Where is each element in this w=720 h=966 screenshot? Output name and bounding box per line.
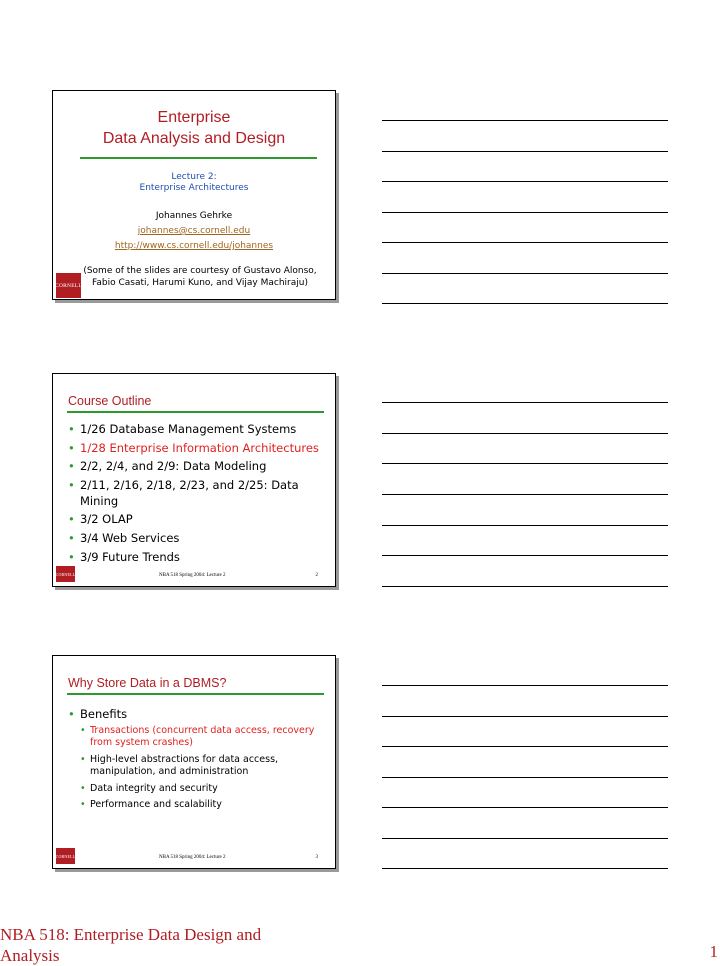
cornell-logo: CORNELL xyxy=(56,566,75,582)
slide-1 xyxy=(52,90,336,300)
list-item xyxy=(68,530,321,546)
bullet-icon: • xyxy=(68,549,75,564)
list-item xyxy=(68,511,321,527)
page-footer-line-1: NBA 518: Enterprise Data Design and xyxy=(0,925,262,944)
sub-list-item-highlight xyxy=(80,725,321,750)
note-line xyxy=(382,494,668,495)
credit-note xyxy=(83,265,317,289)
list-item-text: 3/9 Future Trends xyxy=(80,549,180,564)
slide-3-title: Why Store Data in a DBMS? xyxy=(68,676,227,690)
list-item-text: 3/2 OLAP xyxy=(80,512,133,527)
author-email-link[interactable]: johannes@cs.cornell.edu xyxy=(137,226,251,236)
slide-3 xyxy=(52,655,336,869)
list-item-text: 3/4 Web Services xyxy=(80,530,180,545)
lecture-subtitle xyxy=(53,172,335,194)
author-url-link[interactable]: http://www.cs.cornell.edu/johannes xyxy=(114,241,274,251)
list-item-text: 1/26 Database Management Systems xyxy=(80,422,297,436)
bullet-icon: • xyxy=(68,440,75,455)
note-line xyxy=(382,463,668,464)
title-line-1: Enterprise xyxy=(157,109,231,126)
note-line xyxy=(382,273,668,274)
credit-line-1: (Some of the slides are courtesy of Gustavo Alonso, xyxy=(83,266,317,276)
sub-list-item-text: Transactions (concurrent data access, recovery from system crashes) xyxy=(90,724,315,749)
note-line xyxy=(382,716,668,717)
title-rule xyxy=(67,411,324,413)
note-line xyxy=(382,838,668,839)
bullet-icon: • xyxy=(68,530,75,545)
slide-2 xyxy=(52,373,336,587)
bullet-icon: • xyxy=(80,724,86,736)
note-line xyxy=(382,181,668,182)
note-line xyxy=(382,242,668,243)
lecture-topic: Enterprise Architectures xyxy=(139,183,249,193)
note-line xyxy=(382,868,668,869)
slide-number: 3 xyxy=(315,855,318,860)
sub-list-item xyxy=(80,783,321,796)
note-line xyxy=(382,586,668,587)
list-item xyxy=(68,477,321,509)
credit-line-2: Fabio Casati, Harumi Kuno, and Vijay Machiraju) xyxy=(92,278,308,288)
bullet-icon: • xyxy=(80,782,86,794)
sub-list-item xyxy=(80,799,321,812)
bullet-icon: • xyxy=(80,799,86,811)
slide-number: 2 xyxy=(315,573,318,578)
note-line xyxy=(382,807,668,808)
slide-footer: NBA 518 Spring 2004: Lecture 2 xyxy=(159,855,226,860)
bullet-icon: • xyxy=(68,512,75,527)
note-line xyxy=(382,303,668,304)
list-item xyxy=(68,549,321,565)
slide-footer: NBA 518 Spring 2004: Lecture 2 xyxy=(159,573,226,578)
list-item-text: 2/11, 2/16, 2/18, 2/23, and 2/25: Data Mining xyxy=(80,477,299,508)
lecture-number: Lecture 2: xyxy=(171,172,217,182)
bullet-icon: • xyxy=(68,707,75,721)
author-name: Johannes Gehrke xyxy=(155,211,233,221)
slide-1-title xyxy=(53,107,335,149)
note-line xyxy=(382,433,668,434)
course-outline-list xyxy=(68,421,321,567)
bullet-icon: • xyxy=(68,422,75,436)
list-item-text: Benefits xyxy=(80,707,128,721)
bullet-icon: • xyxy=(80,753,86,765)
list-item-current xyxy=(68,440,321,456)
benefits-list xyxy=(68,706,321,816)
note-line xyxy=(382,402,668,403)
cornell-logo: CORNELL xyxy=(56,848,75,864)
sub-list-item xyxy=(80,754,321,779)
list-item xyxy=(68,421,321,437)
title-rule xyxy=(80,157,317,159)
title-rule xyxy=(67,693,324,695)
note-line xyxy=(382,777,668,778)
page-footer-line-2: Analysis xyxy=(0,946,60,965)
note-line xyxy=(382,685,668,686)
cornell-logo: CORNELL xyxy=(56,273,81,298)
bullet-icon: • xyxy=(68,477,75,492)
list-item xyxy=(68,458,321,474)
note-line xyxy=(382,746,668,747)
page-number: 1 xyxy=(709,942,718,961)
sub-list-item-text: High-level abstractions for data access, manipulation, and administration xyxy=(90,753,279,778)
slide-2-title: Course Outline xyxy=(68,394,152,408)
list-item-text: 2/2, 2/4, and 2/9: Data Modeling xyxy=(80,459,267,474)
note-line xyxy=(382,151,668,152)
sub-list-item-text: Data integrity and security xyxy=(90,782,218,794)
list-item xyxy=(68,706,321,722)
sub-list-item-text: Performance and scalability xyxy=(90,799,222,811)
note-line xyxy=(382,120,668,121)
bullet-icon: • xyxy=(68,459,75,474)
note-line xyxy=(382,212,668,213)
note-line xyxy=(382,525,668,526)
title-line-2: Data Analysis and Design xyxy=(102,130,286,147)
author-block xyxy=(53,209,335,254)
note-line xyxy=(382,555,668,556)
list-item-text: 1/28 Enterprise Information Architectures xyxy=(80,440,319,455)
